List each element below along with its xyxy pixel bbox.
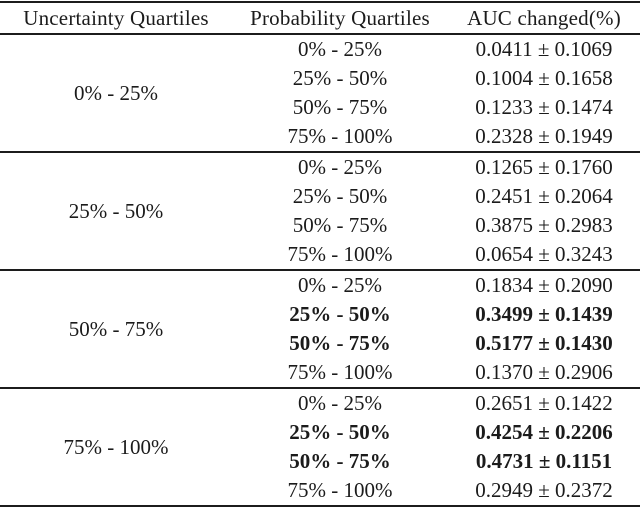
probability-quartile-cell: 50% - 75% <box>292 213 388 237</box>
table-row <box>0 388 640 418</box>
group-25-50 <box>0 152 640 270</box>
header-row <box>0 2 640 34</box>
probability-quartile-cell: 75% - 100% <box>287 478 393 502</box>
probability-quartile-cell: 75% - 100% <box>287 124 393 148</box>
auc-value-cell: 0.4731 ± 0.1151 <box>475 449 613 473</box>
table-row <box>0 152 640 182</box>
column-header-auc-changed: AUC changed(%) <box>467 5 621 30</box>
probability-quartile-cell: 50% - 75% <box>289 449 391 473</box>
uncertainty-quartile-cell: 75% - 100% <box>63 434 169 459</box>
auc-value-cell: 0.0654 ± 0.3243 <box>475 242 613 266</box>
auc-value-cell: 0.4254 ± 0.2206 <box>475 420 613 444</box>
table-row <box>0 270 640 300</box>
probability-quartile-cell: 0% - 25% <box>298 273 382 297</box>
auc-value-cell: 0.1834 ± 0.2090 <box>475 273 613 297</box>
group-75-100 <box>0 388 640 506</box>
probability-quartile-cell: 75% - 100% <box>287 242 393 266</box>
auc-value-cell: 0.0411 ± 0.1069 <box>475 37 613 61</box>
probability-quartile-cell: 0% - 25% <box>298 37 382 61</box>
probability-quartile-cell: 25% - 50% <box>292 66 388 90</box>
auc-value-cell: 0.1370 ± 0.2906 <box>475 360 613 384</box>
auc-value-cell: 0.5177 ± 0.1430 <box>475 331 613 355</box>
auc-value-cell: 0.2451 ± 0.2064 <box>475 184 613 208</box>
probability-quartile-cell: 25% - 50% <box>289 420 391 444</box>
auc-value-cell: 0.2328 ± 0.1949 <box>475 124 613 148</box>
group-0-25 <box>0 34 640 152</box>
auc-value-cell: 0.2651 ± 0.1422 <box>475 391 613 415</box>
auc-value-cell: 0.1265 ± 0.1760 <box>475 155 613 179</box>
uncertainty-quartile-cell: 25% - 50% <box>68 198 164 223</box>
probability-quartile-cell: 50% - 75% <box>292 95 388 119</box>
group-50-75 <box>0 270 640 388</box>
auc-value-cell: 0.2949 ± 0.2372 <box>475 478 613 502</box>
probability-quartile-cell: 0% - 25% <box>298 391 382 415</box>
probability-quartile-cell: 25% - 50% <box>292 184 388 208</box>
uncertainty-quartile-cell: 50% - 75% <box>68 316 164 341</box>
column-header-uncertainty-quartiles: Uncertainty Quartiles <box>23 5 209 30</box>
auc-value-cell: 0.3499 ± 0.1439 <box>475 302 613 326</box>
column-header-probability-quartiles: Probability Quartiles <box>250 5 430 30</box>
probability-quartile-cell: 0% - 25% <box>298 155 382 179</box>
auc-value-cell: 0.3875 ± 0.2983 <box>475 213 613 237</box>
quartiles-results-table <box>0 1 640 507</box>
table-row <box>0 34 640 64</box>
probability-quartile-cell: 75% - 100% <box>287 360 393 384</box>
table-header <box>0 2 640 34</box>
probability-quartile-cell: 25% - 50% <box>289 302 391 326</box>
uncertainty-quartile-cell: 0% - 25% <box>74 80 158 105</box>
auc-value-cell: 0.1004 ± 0.1658 <box>475 66 613 90</box>
probability-quartile-cell: 50% - 75% <box>289 331 391 355</box>
auc-value-cell: 0.1233 ± 0.1474 <box>475 95 613 119</box>
